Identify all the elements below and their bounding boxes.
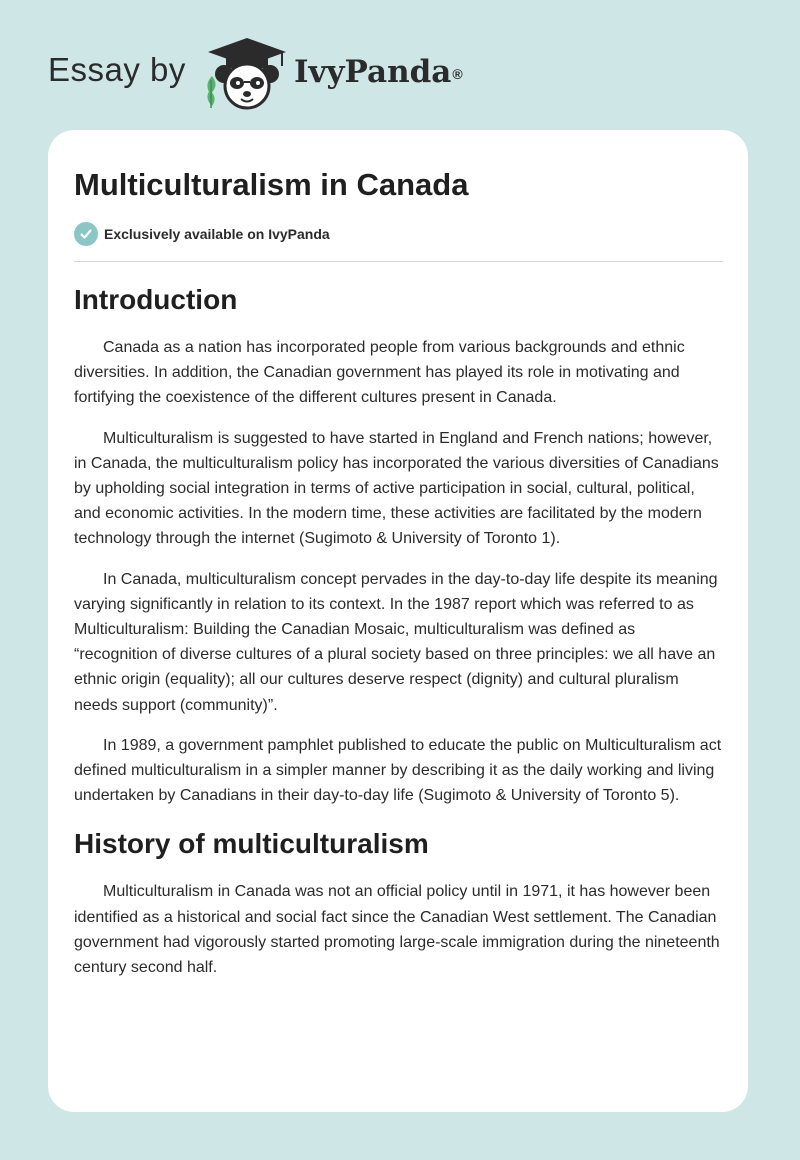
section-heading-history: History of multiculturalism bbox=[74, 828, 429, 860]
paragraph: Canada as a nation has incorporated people from various backgrounds and ethnic diversities. In addition, the Canadian government has played its role in motivating and fortifying the coexistence of the different cultures present in Canada. bbox=[74, 339, 685, 407]
check-circle-icon bbox=[74, 222, 98, 246]
site-header bbox=[0, 0, 800, 128]
exclusive-badge-label: Exclusively available on IvyPanda bbox=[104, 226, 330, 242]
essay-by-label: Essay by bbox=[48, 51, 186, 88]
registered-mark: ® bbox=[452, 66, 463, 82]
essay-card bbox=[48, 130, 748, 1112]
paragraph: In Canada, multiculturalism concept pervades in the day-to-day life despite its meaning varying significantly in relation to its context. In the 1987 report which was referred to as Multiculturalism: Building the Canadian Mosaic, multiculturalism was defined as “recognition of diverse cultures of a plural society based on three principles: we all have an ethnic origin (equality); all our cultures deserve respect (dignity) and cultural pluralism needs support (community)”. bbox=[74, 570, 718, 714]
section-heading-introduction: Introduction bbox=[74, 284, 238, 315]
ivypanda-brand[interactable] bbox=[294, 52, 463, 92]
paragraph: Multiculturalism in Canada was not an official policy until in 1971, it has however been identified as a historical and social fact since the Canadian West settlement. The Canadian government had vigorously started promoting large-scale immigration during the nineteenth century second half. bbox=[74, 883, 720, 977]
brand-label: IvyPanda bbox=[294, 54, 452, 90]
exclusive-badge bbox=[74, 222, 330, 246]
divider bbox=[74, 261, 723, 262]
essay-title: Multiculturalism in Canada bbox=[74, 167, 469, 202]
panda-graduate-icon[interactable] bbox=[202, 36, 292, 112]
paragraph: In 1989, a government pamphlet published to educate the public on Multiculturalism act defined multiculturalism in a simpler manner by describing it as the daily working and living undertaken by Canadians in their day-to-day life (Sugimoto & University of Toronto 5). bbox=[74, 736, 722, 805]
paragraph: Multiculturalism is suggested to have started in England and French nations; however, in Canada, the multiculturalism policy has incorporated the various diversities of Canadians by upholding social integration in terms of active participation in social, cultural, political, and economic activities. In the modern time, these activities are facilitated by the modern technology through the internet (Sugimoto & University of Toronto 1). bbox=[74, 429, 719, 548]
essay-body bbox=[74, 282, 723, 980]
